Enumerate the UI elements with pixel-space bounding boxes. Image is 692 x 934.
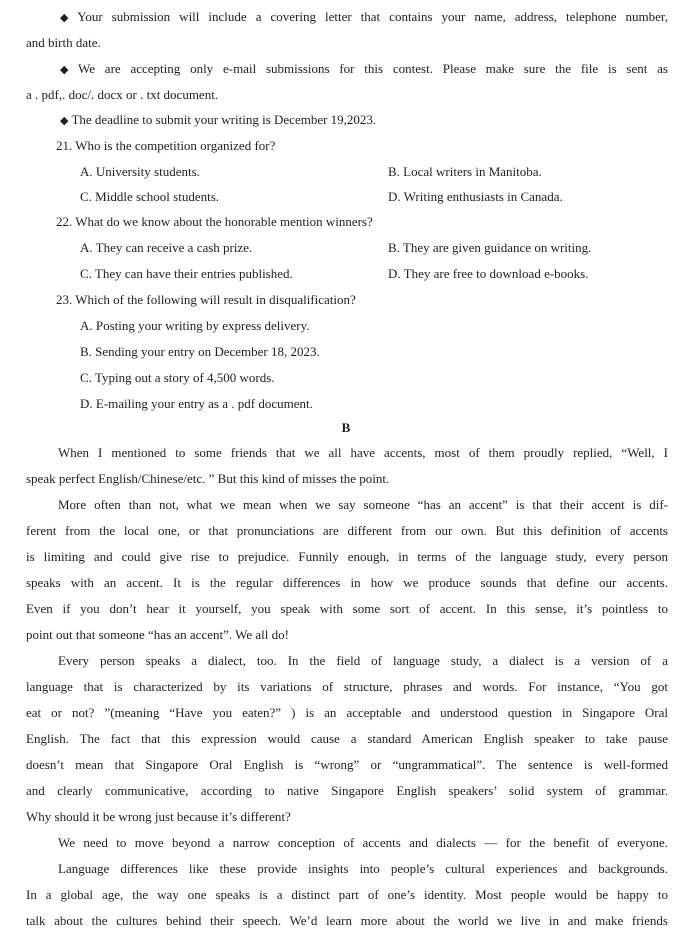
passage-line: point out that someone “has an accent”. We all do! [26,627,289,642]
question-22-stem: 22. What do we know about the honorable mention winners? [56,214,373,229]
passage-line: ferent from the local one, or that pronunciations are different from our own. But this definition of accents [26,523,668,538]
q22-option-a[interactable]: A. They can receive a cash prize. [80,240,253,255]
q23-option-c[interactable]: C. Typing out a story of 4,500 words. [80,370,275,385]
passage-line: eat or not? ”(meaning “Have you eaten?” ) is an acceptable and understood question in Singapore Oral [26,705,668,720]
q22-option-d[interactable]: D. They are free to download e-books. [388,266,589,281]
q22-option-c[interactable]: C. They can have their entries published. [80,266,293,281]
q21-option-b[interactable]: B. Local writers in Manitoba. [388,164,542,179]
q23-option-d[interactable]: D. E-mailing your entry as a . pdf document. [80,396,313,411]
passage-line: Language differences like these provide insights into people’s cultural experiences and backgrounds. [58,861,668,876]
passage-line: Every person speaks a dialect, too. In the field of language study, a dialect is a version of a [58,653,668,668]
bullet-3-line-1: ◆ The deadline to submit your writing is December 19,2023. [60,112,377,127]
passage-line: talk about the cultures behind their speech. We’d learn more about the world we live in and make friends [26,913,668,928]
diamond-bullet-icon: ◆ [60,115,69,127]
passage-line: and clearly communicative, according to native Singapore English speakers’ solid system of grammar. [26,783,668,798]
q23-option-b[interactable]: B. Sending your entry on December 18, 2023. [80,344,320,359]
passage-line: speak perfect English/Chinese/etc. ” But this kind of misses the point. [26,471,390,486]
question-21-stem: 21. Who is the competition organized for? [56,138,276,153]
section-b-heading: B [341,420,351,435]
bullet-2-line-1: ◆ We are accepting only e-mail submissions for this contest. Please make sure the file is sent as [60,61,668,76]
q21-option-d[interactable]: D. Writing enthusiasts in Canada. [388,189,563,204]
q21-option-a[interactable]: A. University students. [80,164,200,179]
diamond-bullet-icon: ◆ [60,12,75,24]
bullet-1-line-1: ◆ Your submission will include a covering letter that contains your name, address, telephone number, [60,9,668,24]
q22-option-b[interactable]: B. They are given guidance on writing. [388,240,592,255]
q23-option-a[interactable]: A. Posting your writing by express delivery. [80,318,310,333]
bullet-1-line-2: and birth date. [26,35,101,50]
passage-line: Why should it be wrong just because it’s different? [26,809,291,824]
passage-line: doesn’t mean that Singapore Oral English is “wrong” or “ungrammatical”. The sentence is well-formed [26,757,668,772]
passage-line: English. The fact that this expression would cause a standard American English speaker to take pause [26,731,668,746]
q21-option-c[interactable]: C. Middle school students. [80,189,220,204]
passage-line: language that is characterized by its variations of structure, phrases and words. For instance, “You got [26,679,668,694]
passage-line: speaks with an accent. It is the regular differences in how we produce sounds that define our accents. [26,575,668,590]
passage-line: In a global age, the way one speaks is a distinct part of one’s identity. Most people would be happy to [26,887,668,902]
question-23-stem: 23. Which of the following will result in disqualification? [56,292,356,307]
passage-line: Even if you don’t hear it yourself, you speak with some sort of accent. In this sense, it’s pointless to [26,601,668,616]
bullet-2-line-2: a . pdf,. doc/. docx or . txt document. [26,87,219,102]
passage-line: We need to move beyond a narrow conception of accents and dialects — for the benefit of everyone. [58,835,668,850]
passage-line: is limiting and could give rise to prejudice. Funnily enough, in terms of the language study, every person [26,549,668,564]
passage-line: When I mentioned to some friends that we all have accents, most of them proudly replied, “Well, I [58,445,668,460]
passage-line: More often than not, what we mean when we say someone “has an accent” is that their accent is dif- [58,497,668,512]
diamond-bullet-icon: ◆ [60,64,76,76]
